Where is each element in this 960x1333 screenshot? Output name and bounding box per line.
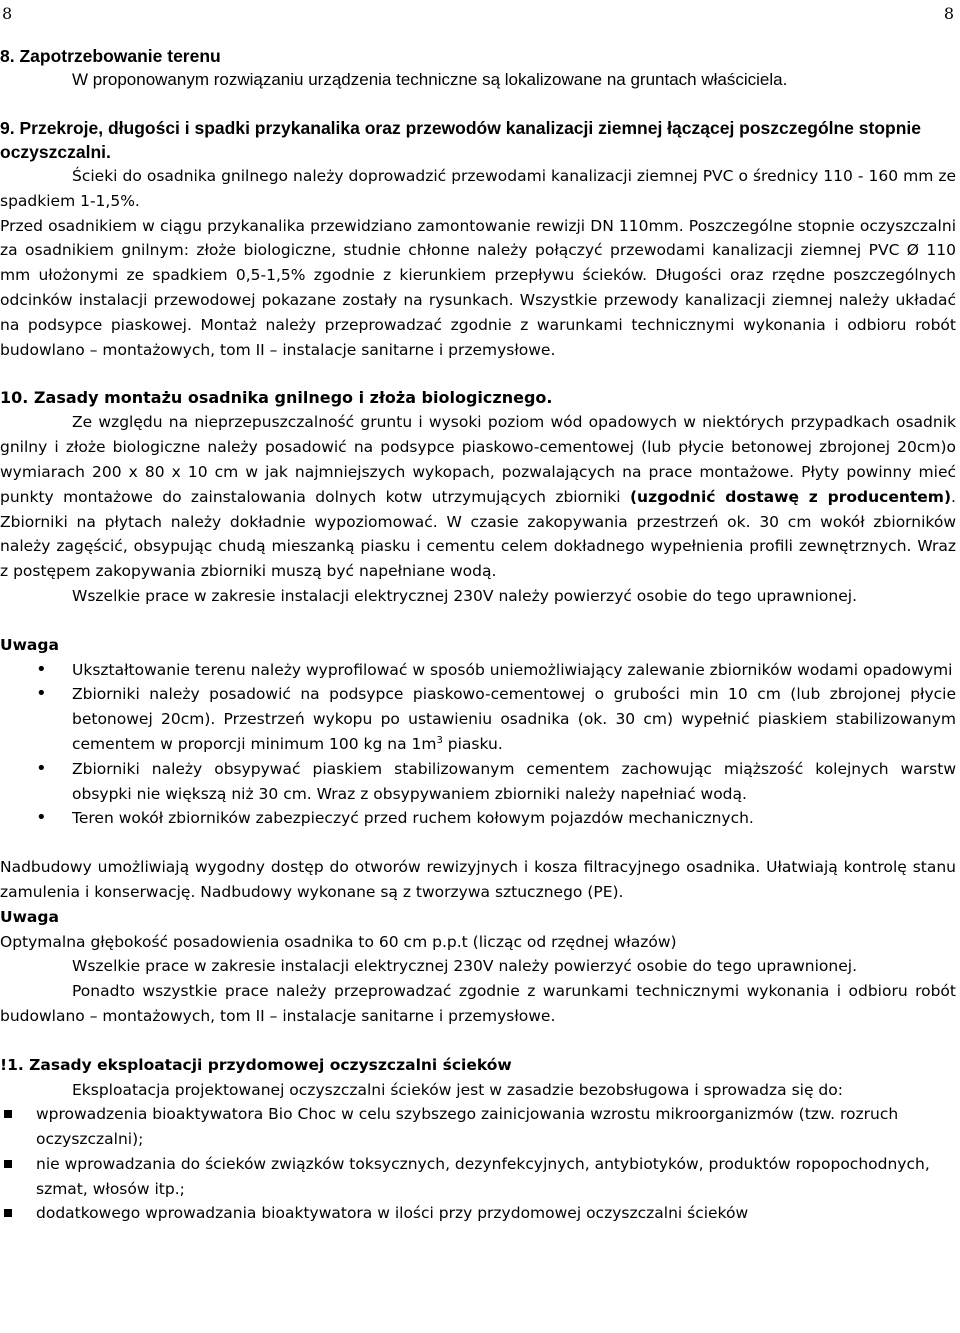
document-page [0, 44, 956, 1226]
uwaga-2-paragraph-3: Ponadto wszystkie prace należy przeprowadzać zgodnie z warunkami technicznymi wykonania i odbioru robót budowlano – montażowych, tom II – instalacje sanitarne i przemysłowe. [0, 982, 956, 1025]
spacer [0, 92, 956, 116]
list-item-text-b: piasku. [442, 734, 503, 753]
section-8-text: W proponowanym rozwiązaniu urządzenia techniczne są lokalizowane na gruntach właściciela. [72, 70, 788, 89]
section-10-emphasis: (uzgodnić dostawę z producentem) [629, 487, 952, 506]
spacer [0, 831, 956, 855]
list-item: wprowadzenia bioaktywatora Bio Choc w celu szybszego zainicjowania wzrostu mikroorganizmów (tzw. rozruch oczyszczalni); [0, 1102, 956, 1152]
section-9-paragraph-2: Przed osadnikiem w ciągu przykanalika przewidziano zamontowanie rewizji DN 110mm. Poszczególne stopnie oczyszczalni za osadnikiem gnilnym: złoże biologiczne, studnie chłonne należy połączyć przewodami kanalizacji ziemnej PVC Ø 110 mm ułożonymi ze spadkiem 0,5-1,5% zgodnie z kierunkiem przepływu ścieków. Długości oraz rzędne poszczególnych odcinków instalacji przewodowej pokazane zostały na rysunkach. Wszystkie przewody kanalizacji ziemnej należy układać na podsypce piaskowej. Montaż należy przeprowadzać zgodnie z warunkami technicznymi wykonania i odbioru robót budowlano – montażowych, tom II – instalacje sanitarne i przemysłowe. [0, 216, 956, 359]
section-11-intro: Eksploatacja projektowanej oczyszczalni ścieków jest w zasadzie bezobsługowa i sprowadza się do: [72, 1080, 843, 1099]
uwaga-label-1: Uwaga [0, 635, 59, 654]
list-item: • Ukształtowanie terenu należy wyprofilować w sposób uniemożliwiający zalewanie zbiorników wodami opadowymi [0, 658, 956, 683]
uwaga-2-paragraph-1: Optymalna głębokość posadowienia osadnika to 60 cm p.p.t (licząc od rzędnej włazów) [0, 932, 677, 951]
spacer [0, 609, 956, 633]
uwaga-2-paragraph-2: Wszelkie prace w zakresie instalacji elektrycznej 230V należy powierzyć osobie do tego uprawnionej. [72, 957, 857, 976]
section-10-text-a: Ze względu na nieprzepuszczalność gruntu i wysoki poziom wód opadowych w niektórych przypadkach osadnik gnilny i złoże biologiczne należy posadowić na podsypce piaskowo-cementowej (lub płycie betonowej zbrojonej 20cm)o wymiarach 200 x 80 x 10 cm w jak najmniejszych wykopach, pozwalających na prace montażowe. Płyty powinny mieć punkty montażowe do zainstalowania dolnych kotw utrzymujących zbiorniki [0, 413, 956, 506]
list-item: • Zbiorniki należy obsypywać piaskiem stabilizowanym cementem zachowując miąższość kolejnych warstw obsypki nie większą niż 30 cm. Wraz z obsypywaniem zbiorniki należy napełniać wodą. [0, 757, 956, 807]
list-item: dodatkowego wprowadzania bioaktywatora w ilości przy przydomowej oczyszczalni ścieków [0, 1201, 956, 1226]
nadbudowy-paragraph: Nadbudowy umożliwiają wygodny dostęp do otworów rewizyjnych i kosza filtracyjnego osadnika. Ułatwiają kontrolę stanu zamulenia i konserwację. Nadbudowy wykonane są z tworzywa sztucznego (PE). [0, 858, 956, 901]
section-9-paragraph-1: Ścieki do osadnika gnilnego należy doprowadzić przewodami kanalizacji ziemnej PVC o średnicy 110 - 160 mm ze spadkiem 1-1,5%. [0, 167, 956, 210]
section-10-text-c: . Zbiorniki na płytach należy dokładnie wypoziomować. W czasie zakopywania przestrzeń ok. 30 cm wokół zbiorników należy zagęścić, obsypując chudą mieszanką piasku i cementu celem dokładnego wypełnienia profili zewnętrznych. Wraz z postępem zakopywania zbiorniki muszą być napełniane wodą. [0, 487, 956, 581]
list-item [0, 682, 956, 756]
uwaga-bullet-list [0, 658, 956, 832]
section-9-heading: 9. Przekroje, długości i spadki przykanalika oraz przewodów kanalizacji ziemnej łączącej poszczególne stopnie oczyszczalni. [0, 118, 922, 162]
section-10-heading: 10. Zasady montażu osadnika gnilnego i złoża biologicznego. [0, 388, 553, 408]
list-item: nie wprowadzania do ścieków związków toksycznych, dezynfekcyjnych, antybiotyków, produktów ropopochodnych, szmat, włosów itp.; [0, 1152, 956, 1202]
page-number-left: 8 [2, 4, 13, 23]
spacer [0, 362, 956, 386]
section-10-paragraph-2: Wszelkie prace w zakresie instalacji elektrycznej 230V należy powierzyć osobie do tego uprawnionej. [72, 586, 857, 605]
section-11-list [0, 1102, 956, 1226]
page-number-right: 8 [943, 4, 954, 23]
section-11-heading: !1. Zasady eksploatacji przydomowej oczyszczalni ścieków [0, 1055, 512, 1074]
spacer [0, 1029, 956, 1053]
list-item-text-a: Zbiorniki należy posadowić na podsypce piaskowo-cementowej o grubości min 10 cm (lub zbrojonej płycie betonowej 20cm). Przestrzeń wykopu po ustawieniu osadnika (ok. 30 cm) wypełnić piaskiem stabilizowanym cementem w proporcji minimum 100 kg na 1m [72, 685, 956, 753]
section-10-paragraph-1 [0, 410, 956, 584]
list-item: • Teren wokół zbiorników zabezpieczyć przed ruchem kołowym pojazdów mechanicznych. [0, 806, 956, 831]
superscript: 3 [436, 734, 443, 746]
section-8-heading: 8. Zapotrzebowanie terenu [0, 46, 221, 66]
uwaga-label-2: Uwaga [0, 907, 59, 926]
